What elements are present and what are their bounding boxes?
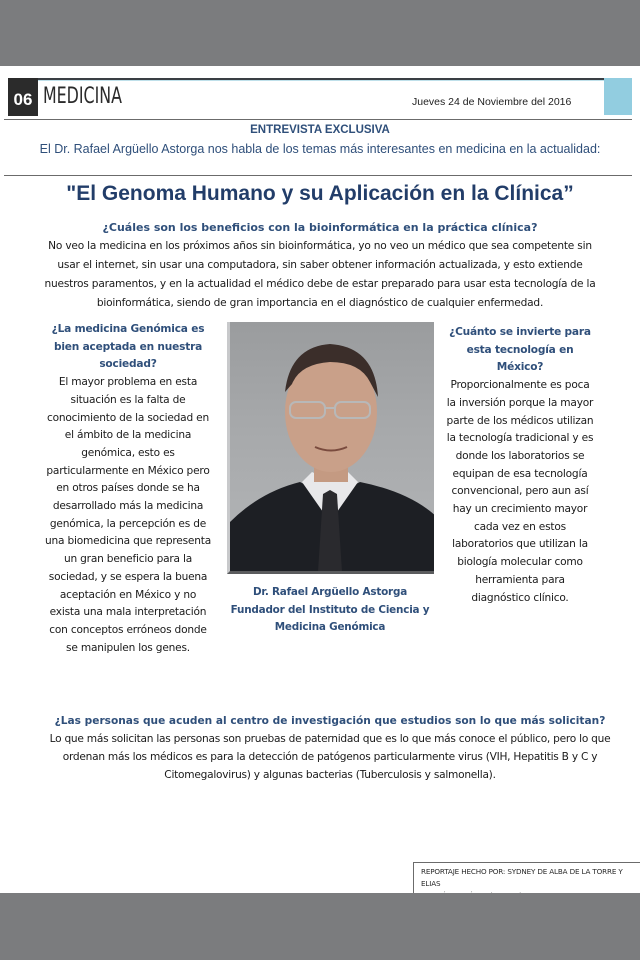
section-rule xyxy=(4,175,632,176)
right-answer: Proporcionalmente es poca la inversión porque la mayor parte de los médicos utilizan la tecnología tradicional y es donde los laboratorios se equipan de esa tecnología convencional, pero aun así hay un crecimiento mayor cada vez en estos laboratorios que utilizan la biología molecular como herramienta para diagnóstico clínico. xyxy=(446,379,594,604)
photo-caption xyxy=(222,584,438,637)
header-bottom-rule xyxy=(4,119,632,120)
left-column xyxy=(44,321,212,657)
article-title: "El Genoma Humano y su Aplicación en la Clínica” xyxy=(66,182,574,205)
closing-question: ¿Las personas que acuden al centro de investigación que estudios son lo que más solicitan? xyxy=(54,715,606,727)
caption-role-line-2: Medicina Genómica xyxy=(274,621,386,633)
portrait-illustration xyxy=(230,322,434,574)
kicker-subtitle: El Dr. Rafael Argüello Astorga nos habla de los temas más interesantes en medicina en la actualidad: xyxy=(39,142,601,156)
reporter-credit xyxy=(413,862,640,893)
right-column xyxy=(446,324,594,607)
right-question: ¿Cuánto se invierte para esta tecnología en México? xyxy=(449,326,591,374)
caption-name: Dr. Rafael Argüello Astorga xyxy=(252,586,408,598)
credit-line-1: REPORTAJE HECHO POR: SYDNEY DE ALBA DE LA TORRE Y ELIAS xyxy=(421,867,623,888)
closing-block xyxy=(40,712,620,784)
section-name: MEDICINA xyxy=(43,84,122,109)
intro-question: ¿Cuáles son los beneficios con la bioinformática en la práctica clínica? xyxy=(102,221,538,234)
issue-date: Jueves 24 de Noviembre del 2016 xyxy=(412,96,572,108)
intro-block xyxy=(40,218,600,313)
header-accent-line xyxy=(38,80,604,81)
left-question: ¿La medicina Genómica es bien aceptada en nuestra sociedad? xyxy=(51,323,205,371)
bottom-gray-bar xyxy=(0,893,640,960)
caption-role-line-1: Fundador del Instituto de Ciencia y xyxy=(230,603,430,616)
left-answer: El mayor problema en esta situación es la falta de conocimiento de la sociedad en el ámbito de la medicina genómica, esto es particularmente en México pero en otros países donde se ha desarrollado más la medicina genómica, la percepción es de una biomedicina que representa un gran beneficio para la sociedad, y se espera la buena aceptación en México y no exista una mala interpretación con conceptos erróneos donde se manipulen los genes. xyxy=(44,376,211,654)
closing-answer: Lo que más solicitan las personas son pruebas de paternidad que es lo que más conoce el público, pero lo que ordenan más los médicos es para la detección de patógenos particularmente virus (VIH, Hepatitis B y C y Citomegalovirus) y algunas bacterias (Tuberculosis y salmonella). xyxy=(49,733,611,781)
kicker-label: ENTREVISTA EXCLUSIVA xyxy=(250,124,390,136)
header-accent-box xyxy=(604,78,632,115)
top-gray-bar xyxy=(0,0,640,66)
intro-answer: No veo la medicina en los próximos años sin bioinformática, yo no veo un médico que sea competente sin usar el internet, sin usar una computadora, sin saber obtener información actualizada, y esto extiende nuestros paramentos, y en la actualidad el médico debe de estar preparado para usar esta tecnología de la bioinformática, siendo de gran importancia en el diagnóstico de cualquier enfermedad. xyxy=(44,240,596,309)
portrait-photo xyxy=(227,322,434,574)
newspaper-page xyxy=(0,66,640,893)
section-number: 06 xyxy=(8,78,38,116)
